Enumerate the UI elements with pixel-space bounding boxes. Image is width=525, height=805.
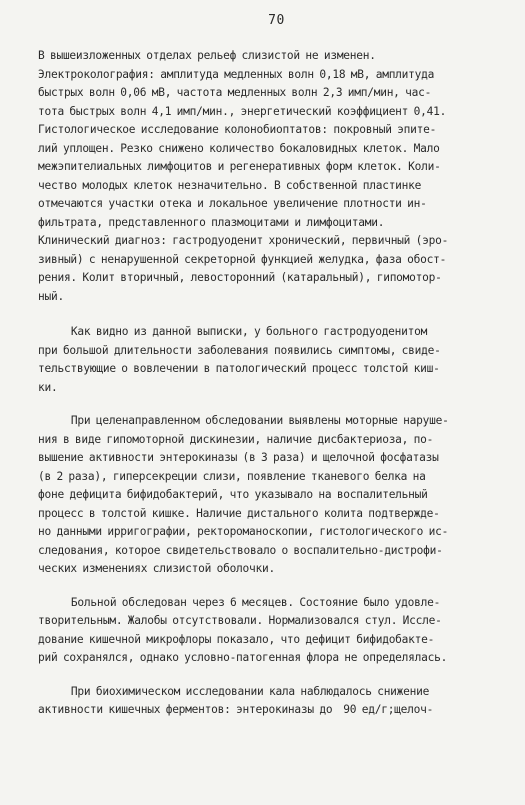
text-line: ный. [38, 289, 64, 303]
paragraph-extract-analysis [38, 323, 507, 397]
text-line: Гистологическое исследование колонобиоптатов: покровный эпите- [38, 123, 437, 136]
text-line: ки. [38, 380, 58, 394]
text-line: Больной обследован через 6 месяцев. Состояние было удовле- [38, 595, 441, 609]
paragraph-examination-findings [38, 412, 507, 579]
text-line: В вышеизложенных отделах рельеф слизистой не изменен. [38, 49, 376, 62]
paragraph-follow-up [38, 594, 507, 668]
text-line: Как видно из данной выписки, у больного гастродуоденитом [38, 325, 428, 338]
text-line: зивный) с ненарушенной секреторной функцией желудка, фаза обост- [38, 252, 447, 266]
text-line: Электроколография: амплитуда медленных волн 0,18 мВ, амплитуда [38, 67, 435, 81]
text-line: рения. Колит вторичный, левосторонний (катаральный), гипомотор- [38, 271, 442, 284]
text-line: творительным. Жалобы отсутствовали. Нормализовался стул. Иссле- [38, 614, 442, 627]
text-line: рий сохранялся, однако условно-патогенная флора не определялась. [38, 651, 448, 664]
text-line: тота быстрых волн 4,1 имп/мин., энергетический коэффициент 0,41. [38, 104, 447, 118]
text-line: активности кишечных ферментов: энтерокиназы до 90 ед/г;щелоч- [38, 703, 434, 716]
text-line: ческих изменениях слизистой оболочки. [38, 562, 275, 575]
text-line: При биохимическом исследовании кала наблюдалось снижение [38, 684, 430, 698]
text-line: При целенаправленном обследовании выявлены моторные наруше- [38, 414, 449, 427]
text-line: межэпителиальных лимфоцитов и регенеративных форм клеток. Коли- [38, 160, 441, 173]
text-line: отмечаются участки отека и локальное увеличение плотности ин- [38, 197, 427, 210]
text-line: при большой длительности заболевания появились симптомы, свиде- [38, 343, 441, 357]
text-line: тельствующие о вовлечении в патологический процесс толстой киш- [38, 362, 440, 375]
text-line: дование кишечной микрофлоры показало, что дефицит бифидобакте- [38, 632, 435, 646]
text-line: фильтрата, представленного плазмоцитами и лимфоцитами. [38, 215, 385, 229]
text-line: быстрых волн 0,06 мВ, частота медленных волн 2,3 имп/мин, час- [38, 86, 432, 99]
paragraph-case-report [38, 47, 507, 306]
text-line: (в 2 раза), гиперсекреции слизи, появление тканевого белка на [38, 469, 426, 483]
paragraph-biochemistry [38, 683, 507, 720]
text-line: процесс в толстой кишке. Наличие дистального колита подтвержде- [38, 506, 440, 520]
text-line: вышение активности энтерокиназы (в 3 раза) и щелочной фосфатазы [38, 451, 439, 464]
text-line: следования, которое свидетельствовало о воспалительно-дистрофи- [38, 543, 443, 557]
text-line: лий уплощен. Резко снижено количество бокаловидных клеток. Мало [38, 141, 440, 155]
page-number: 70 [268, 13, 285, 28]
text-line: но данными ирригографии, ректороманоскопии, гистологического ис- [38, 525, 449, 538]
text-line: чество молодых клеток незначительно. В собственной пластинке [38, 178, 422, 192]
text-line: ния в виде гипомоторной дискинезии, наличие дисбактериоза, по- [38, 432, 434, 446]
text-line: фоне дефицита бифидобактерий, что указывало на воспалительный [38, 488, 428, 501]
text-line: Клинический диагноз: гастродуоденит хронический, первичный (эро- [38, 234, 449, 247]
